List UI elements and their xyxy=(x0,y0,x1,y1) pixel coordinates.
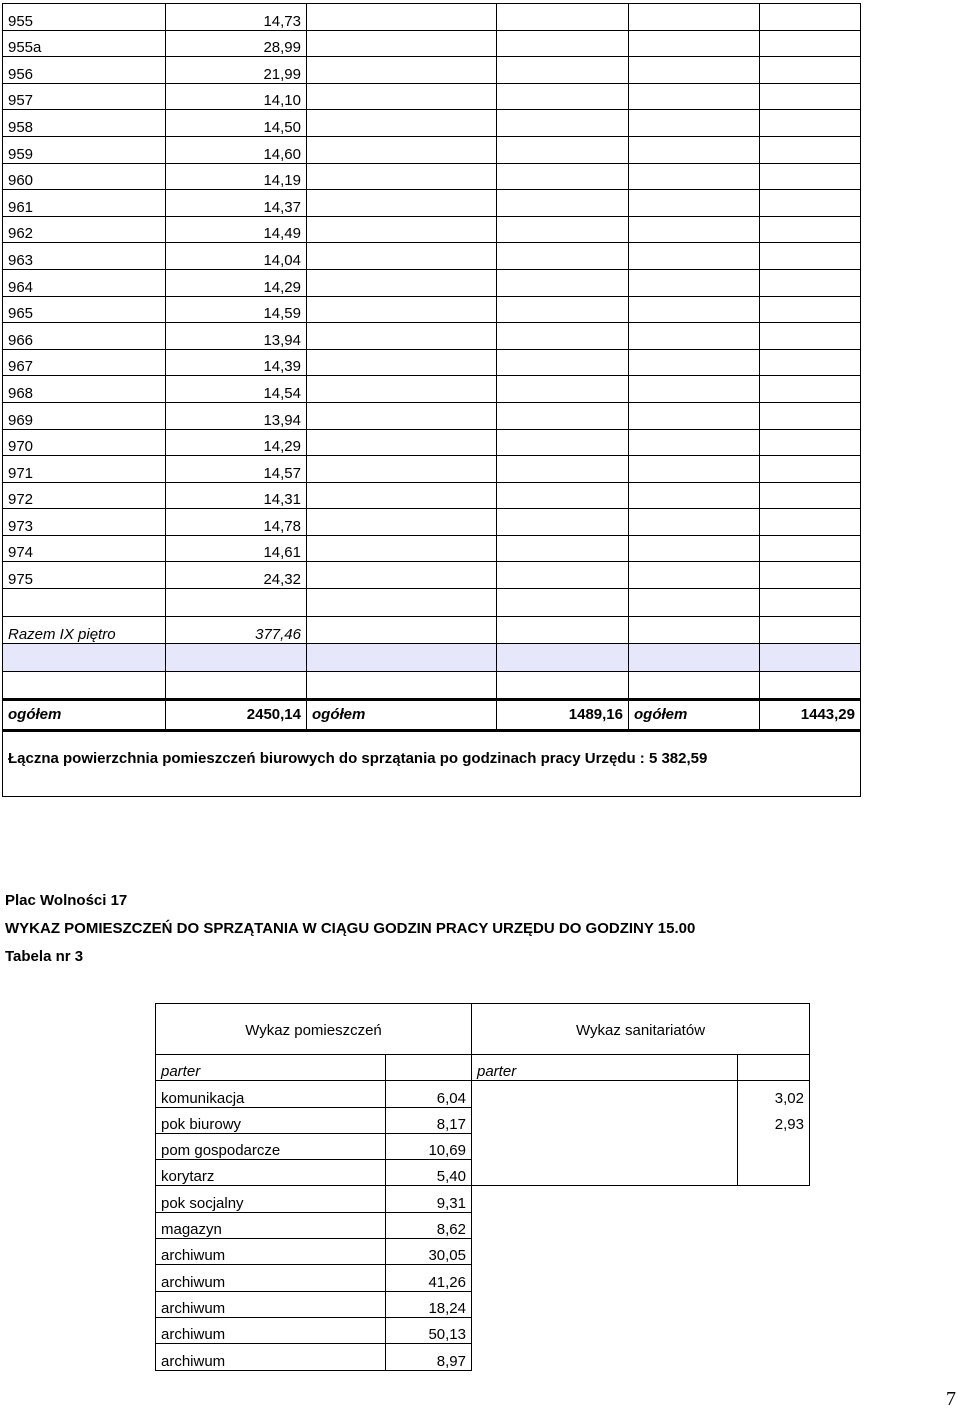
empty-cell xyxy=(497,376,629,403)
empty-cell xyxy=(629,216,760,243)
empty-cell xyxy=(760,589,861,617)
empty-cell xyxy=(497,190,629,217)
empty-cell xyxy=(166,671,307,699)
empty-cell xyxy=(166,643,307,671)
empty-cell xyxy=(629,30,760,57)
empty-cell xyxy=(497,30,629,57)
empty-cell xyxy=(497,136,629,163)
empty-cell xyxy=(760,456,861,483)
room-area-cell: 14,57 xyxy=(166,456,307,483)
table-row xyxy=(3,535,861,562)
empty-cell xyxy=(307,57,497,84)
empty-cell xyxy=(497,110,629,137)
table-row xyxy=(3,4,861,31)
summary-text: Łączna powierzchnia pomieszczeń biurowych do sprzątania po godzinach pracy Urzędu : 5 382,59 xyxy=(3,730,861,796)
room-area-cell: 14,78 xyxy=(166,509,307,536)
table-row xyxy=(3,402,861,429)
empty-cell xyxy=(629,243,760,270)
table-row xyxy=(156,1317,810,1343)
table-row xyxy=(156,1081,810,1107)
table-row xyxy=(156,1186,810,1212)
room-area-cell: 14,29 xyxy=(166,429,307,456)
empty-cell xyxy=(760,57,861,84)
empty-cell xyxy=(497,671,629,699)
empty-cell xyxy=(307,643,497,671)
empty-cell xyxy=(497,4,629,31)
empty-cell xyxy=(472,1133,738,1159)
room-name-cell: pok biurowy xyxy=(156,1107,386,1133)
empty-cell xyxy=(307,509,497,536)
room-number-cell: 964 xyxy=(3,269,166,296)
empty-cell xyxy=(760,83,861,110)
floor-label-right: parter xyxy=(472,1055,738,1081)
grand-total-value: 1443,29 xyxy=(760,699,861,730)
empty-cell xyxy=(629,562,760,589)
empty-cell xyxy=(307,617,497,644)
room-area-cell: 14,04 xyxy=(166,243,307,270)
room-number-cell: 955 xyxy=(3,4,166,31)
empty-cell xyxy=(760,482,861,509)
empty-cell xyxy=(629,269,760,296)
empty-cell xyxy=(497,589,629,617)
empty-cell xyxy=(307,163,497,190)
empty-cell xyxy=(760,617,861,644)
empty-cell xyxy=(307,562,497,589)
empty-cell xyxy=(760,136,861,163)
table-row xyxy=(3,83,861,110)
room-number-cell: 972 xyxy=(3,482,166,509)
empty-cell xyxy=(629,57,760,84)
empty-cell xyxy=(760,671,861,699)
empty-cell xyxy=(497,643,629,671)
empty-cell xyxy=(760,562,861,589)
empty-cell xyxy=(307,376,497,403)
empty-cell xyxy=(629,136,760,163)
empty-cell xyxy=(760,509,861,536)
room-area-cell: 14,61 xyxy=(166,535,307,562)
empty-cell xyxy=(497,617,629,644)
room-name-cell: archiwum xyxy=(156,1317,386,1343)
room-number-cell: 957 xyxy=(3,83,166,110)
table-row xyxy=(3,349,861,376)
empty-cell xyxy=(760,643,861,671)
room-number-cell: 974 xyxy=(3,535,166,562)
empty-cell xyxy=(760,402,861,429)
empty-cell xyxy=(629,349,760,376)
empty-cell xyxy=(472,1160,738,1186)
floor-total-value: 377,46 xyxy=(166,617,307,644)
empty-cell xyxy=(629,535,760,562)
table-row xyxy=(3,190,861,217)
sanitary-name-cell xyxy=(472,1107,738,1133)
empty-cell xyxy=(738,1055,810,1081)
empty-cell xyxy=(497,83,629,110)
header-row xyxy=(156,1004,810,1055)
room-number-cell: 958 xyxy=(3,110,166,137)
document-title: WYKAZ POMIESZCZEŃ DO SPRZĄTANIA W CIĄGU GODZIN PRACY URZĘDU DO GODZINY 15.00 xyxy=(5,920,696,937)
sanitary-area-cell: 3,02 xyxy=(738,1081,810,1107)
empty-cell xyxy=(307,136,497,163)
room-area-cell: 6,04 xyxy=(386,1081,472,1107)
grand-total-label: ogółem xyxy=(629,699,760,730)
grand-total-row xyxy=(3,699,861,730)
table-row xyxy=(156,1160,810,1186)
room-area-cell: 8,17 xyxy=(386,1107,472,1133)
empty-cell xyxy=(629,323,760,350)
room-area-cell: 14,37 xyxy=(166,190,307,217)
empty-cell xyxy=(307,402,497,429)
room-name-cell: pok socjalny xyxy=(156,1186,386,1212)
empty-cell xyxy=(760,376,861,403)
empty-cell xyxy=(629,83,760,110)
spacer-row xyxy=(3,589,861,617)
empty-cell xyxy=(3,671,166,699)
empty-cell xyxy=(629,163,760,190)
table-row xyxy=(3,562,861,589)
empty-cell xyxy=(760,296,861,323)
room-number-cell: 959 xyxy=(3,136,166,163)
ground-floor-table xyxy=(155,1003,810,1371)
sanitary-name-cell xyxy=(472,1081,738,1107)
table-row xyxy=(156,1344,810,1370)
room-area-cell: 8,62 xyxy=(386,1212,472,1238)
room-name-cell: pom gospodarcze xyxy=(156,1133,386,1159)
room-area-cell: 10,69 xyxy=(386,1133,472,1159)
table-row xyxy=(3,429,861,456)
table-row xyxy=(156,1133,810,1159)
empty-cell xyxy=(629,402,760,429)
table-row xyxy=(156,1265,810,1291)
room-area-cell: 14,73 xyxy=(166,4,307,31)
empty-cell xyxy=(497,456,629,483)
floor-total-row xyxy=(3,617,861,644)
room-area-cell: 28,99 xyxy=(166,30,307,57)
empty-cell xyxy=(497,482,629,509)
empty-cell xyxy=(760,110,861,137)
empty-cell xyxy=(307,110,497,137)
room-area-cell: 14,19 xyxy=(166,163,307,190)
room-number-cell: 975 xyxy=(3,562,166,589)
table-row xyxy=(3,509,861,536)
room-area-cell: 8,97 xyxy=(386,1344,472,1370)
room-area-cell: 14,49 xyxy=(166,216,307,243)
room-number-cell: 961 xyxy=(3,190,166,217)
empty-cell xyxy=(760,535,861,562)
floor-total-label: Razem IX piętro xyxy=(3,617,166,644)
empty-cell xyxy=(760,4,861,31)
room-area-cell: 14,10 xyxy=(166,83,307,110)
empty-cell xyxy=(629,617,760,644)
empty-cell xyxy=(3,643,166,671)
table-row xyxy=(156,1107,810,1133)
table-row xyxy=(156,1212,810,1238)
empty-cell xyxy=(3,589,166,617)
empty-cell xyxy=(307,429,497,456)
table-row xyxy=(3,269,861,296)
empty-cell xyxy=(760,30,861,57)
room-area-cell: 5,40 xyxy=(386,1160,472,1186)
empty-cell xyxy=(307,4,497,31)
room-area-cell: 14,31 xyxy=(166,482,307,509)
empty-cell xyxy=(629,456,760,483)
room-area-cell: 50,13 xyxy=(386,1317,472,1343)
empty-cell xyxy=(629,110,760,137)
room-area-cell: 24,32 xyxy=(166,562,307,589)
empty-cell xyxy=(307,589,497,617)
empty-cell xyxy=(629,671,760,699)
highlight-row xyxy=(3,643,861,671)
empty-cell xyxy=(629,190,760,217)
room-number-cell: 965 xyxy=(3,296,166,323)
room-name-cell: magazyn xyxy=(156,1212,386,1238)
empty-cell xyxy=(760,269,861,296)
empty-cell xyxy=(497,269,629,296)
empty-cell xyxy=(307,535,497,562)
empty-cell xyxy=(386,1055,472,1081)
room-number-cell: 970 xyxy=(3,429,166,456)
room-number-cell: 955a xyxy=(3,30,166,57)
sanitary-list-header: Wykaz sanitariatów xyxy=(472,1004,810,1055)
room-number-cell: 963 xyxy=(3,243,166,270)
empty-cell xyxy=(307,190,497,217)
rooms-list-header: Wykaz pomieszczeń xyxy=(156,1004,472,1055)
empty-cell xyxy=(497,402,629,429)
table-row xyxy=(3,136,861,163)
room-number-cell: 956 xyxy=(3,57,166,84)
table-row xyxy=(3,216,861,243)
empty-cell xyxy=(307,456,497,483)
room-area-cell: 13,94 xyxy=(166,402,307,429)
empty-cell xyxy=(629,4,760,31)
room-area-cell: 14,59 xyxy=(166,296,307,323)
empty-cell xyxy=(497,243,629,270)
empty-cell xyxy=(307,216,497,243)
spacer-row xyxy=(3,671,861,699)
floor-row xyxy=(156,1055,810,1081)
table-row xyxy=(3,482,861,509)
empty-cell xyxy=(629,482,760,509)
table-row xyxy=(3,30,861,57)
room-area-cell: 21,99 xyxy=(166,57,307,84)
room-number-cell: 960 xyxy=(3,163,166,190)
room-area-cell: 13,94 xyxy=(166,323,307,350)
empty-cell xyxy=(166,589,307,617)
room-area-cell: 14,29 xyxy=(166,269,307,296)
table-row xyxy=(156,1291,810,1317)
empty-cell xyxy=(629,376,760,403)
room-name-cell: komunikacja xyxy=(156,1081,386,1107)
empty-cell xyxy=(629,429,760,456)
empty-cell xyxy=(760,163,861,190)
room-number-cell: 966 xyxy=(3,323,166,350)
table-row xyxy=(3,323,861,350)
empty-cell xyxy=(307,323,497,350)
empty-cell xyxy=(629,643,760,671)
empty-cell xyxy=(738,1160,810,1186)
room-area-cell: 14,54 xyxy=(166,376,307,403)
summary-row xyxy=(3,730,861,796)
empty-cell xyxy=(760,323,861,350)
empty-cell xyxy=(738,1133,810,1159)
room-area-cell: 14,50 xyxy=(166,110,307,137)
room-number-cell: 969 xyxy=(3,402,166,429)
table-row xyxy=(156,1239,810,1265)
grand-total-value: 1489,16 xyxy=(497,699,629,730)
grand-total-value: 2450,14 xyxy=(166,699,307,730)
room-area-cell: 14,39 xyxy=(166,349,307,376)
room-area-cell: 30,05 xyxy=(386,1239,472,1265)
empty-cell xyxy=(497,349,629,376)
room-name-cell: archiwum xyxy=(156,1344,386,1370)
table-row xyxy=(3,243,861,270)
empty-cell xyxy=(307,243,497,270)
empty-cell xyxy=(497,509,629,536)
sanitary-area-cell: 2,93 xyxy=(738,1107,810,1133)
location-heading: Plac Wolności 17 xyxy=(5,892,128,909)
table-row xyxy=(3,110,861,137)
room-area-cell: 41,26 xyxy=(386,1265,472,1291)
empty-cell xyxy=(307,296,497,323)
empty-cell xyxy=(307,30,497,57)
room-name-cell: archiwum xyxy=(156,1291,386,1317)
empty-cell xyxy=(307,349,497,376)
empty-cell xyxy=(497,216,629,243)
empty-cell xyxy=(760,216,861,243)
empty-cell xyxy=(629,589,760,617)
room-name-cell: archiwum xyxy=(156,1265,386,1291)
table-row xyxy=(3,296,861,323)
empty-cell xyxy=(760,190,861,217)
empty-cell xyxy=(497,535,629,562)
room-number-cell: 967 xyxy=(3,349,166,376)
empty-cell xyxy=(307,83,497,110)
room-name-cell: archiwum xyxy=(156,1239,386,1265)
empty-cell xyxy=(629,509,760,536)
empty-cell xyxy=(760,243,861,270)
table-number: Tabela nr 3 xyxy=(5,948,84,965)
room-number-cell: 971 xyxy=(3,456,166,483)
empty-cell xyxy=(497,296,629,323)
room-area-cell: 18,24 xyxy=(386,1291,472,1317)
empty-cell xyxy=(497,163,629,190)
empty-cell xyxy=(760,349,861,376)
table-row xyxy=(3,456,861,483)
empty-cell xyxy=(497,323,629,350)
page-number: 7 xyxy=(946,1388,956,1410)
room-area-cell: 9,31 xyxy=(386,1186,472,1212)
empty-cell xyxy=(497,562,629,589)
grand-total-label: ogółem xyxy=(307,699,497,730)
empty-cell xyxy=(629,296,760,323)
empty-cell xyxy=(307,482,497,509)
table-row xyxy=(3,57,861,84)
room-number-cell: 962 xyxy=(3,216,166,243)
room-number-cell: 973 xyxy=(3,509,166,536)
empty-cell xyxy=(307,269,497,296)
room-name-cell: korytarz xyxy=(156,1160,386,1186)
room-area-cell: 14,60 xyxy=(166,136,307,163)
empty-cell xyxy=(497,57,629,84)
rooms-area-table xyxy=(2,3,861,797)
empty-cell xyxy=(307,671,497,699)
empty-cell xyxy=(497,429,629,456)
empty-cell xyxy=(760,429,861,456)
floor-label-left: parter xyxy=(156,1055,386,1081)
table-row xyxy=(3,163,861,190)
grand-total-label: ogółem xyxy=(3,699,166,730)
table-row xyxy=(3,376,861,403)
room-number-cell: 968 xyxy=(3,376,166,403)
